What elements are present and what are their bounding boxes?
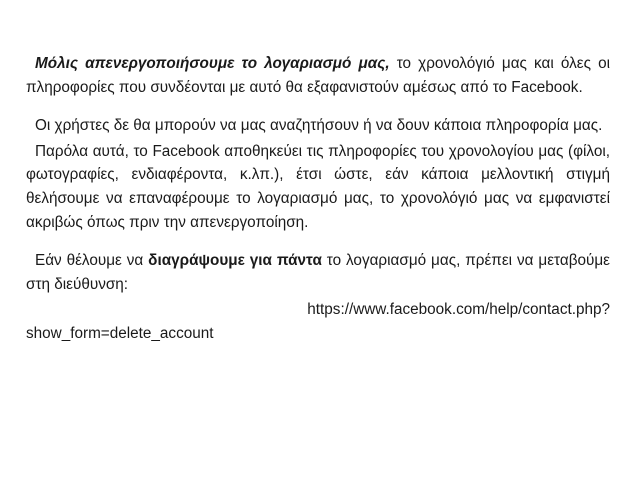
paragraph-search: Οι χρήστες δε θα μπορούν να μας αναζητήσουν ή να δουν κάποια πληροφορία μας. <box>35 117 603 135</box>
paragraph-deactivation <box>26 52 610 99</box>
paragraph-delete <box>26 249 610 296</box>
document-body <box>26 52 610 346</box>
paragraph-storage: Παρόλα αυτά, το Facebook αποθηκεύει τις πληροφορίες του χρονολογίου μας (φίλοι, φωτογραφίες, ενδιαφέροντα, κ.λπ.), έτσι ώστε, εάν κάποια μελλοντική στιγμή θελήσουμε να επαναφέρουμε το λογαριασμό μας, το χρονολόγιό μας να εμφανιστεί ακριβώς όπως πριν την απενεργοποίηση. <box>26 142 610 231</box>
emphasis-deactivation: Μόλις απενεργοποιήσουμε το λογαριασμό μας, <box>35 55 390 72</box>
paragraph-delete-post: το λογαριασμό μας, πρέπει να μεταβούμε στη διεύθυνση: <box>26 252 611 293</box>
emphasis-delete: διαγράψουμε για πάντα <box>148 252 322 270</box>
delete-link-line1[interactable]: https://www.facebook.com/help/contact.php? <box>307 301 610 319</box>
paragraph-delete-pre: Εάν θέλουμε να <box>35 252 149 270</box>
paragraph-deactivation-rest: το χρονολόγιό μας και όλες οι πληροφορίες που συνδέονται με αυτό θα εξαφανιστούν αμέσως από το Facebook. <box>26 55 610 96</box>
delete-link-line2[interactable]: show_form=delete_account <box>26 324 214 342</box>
